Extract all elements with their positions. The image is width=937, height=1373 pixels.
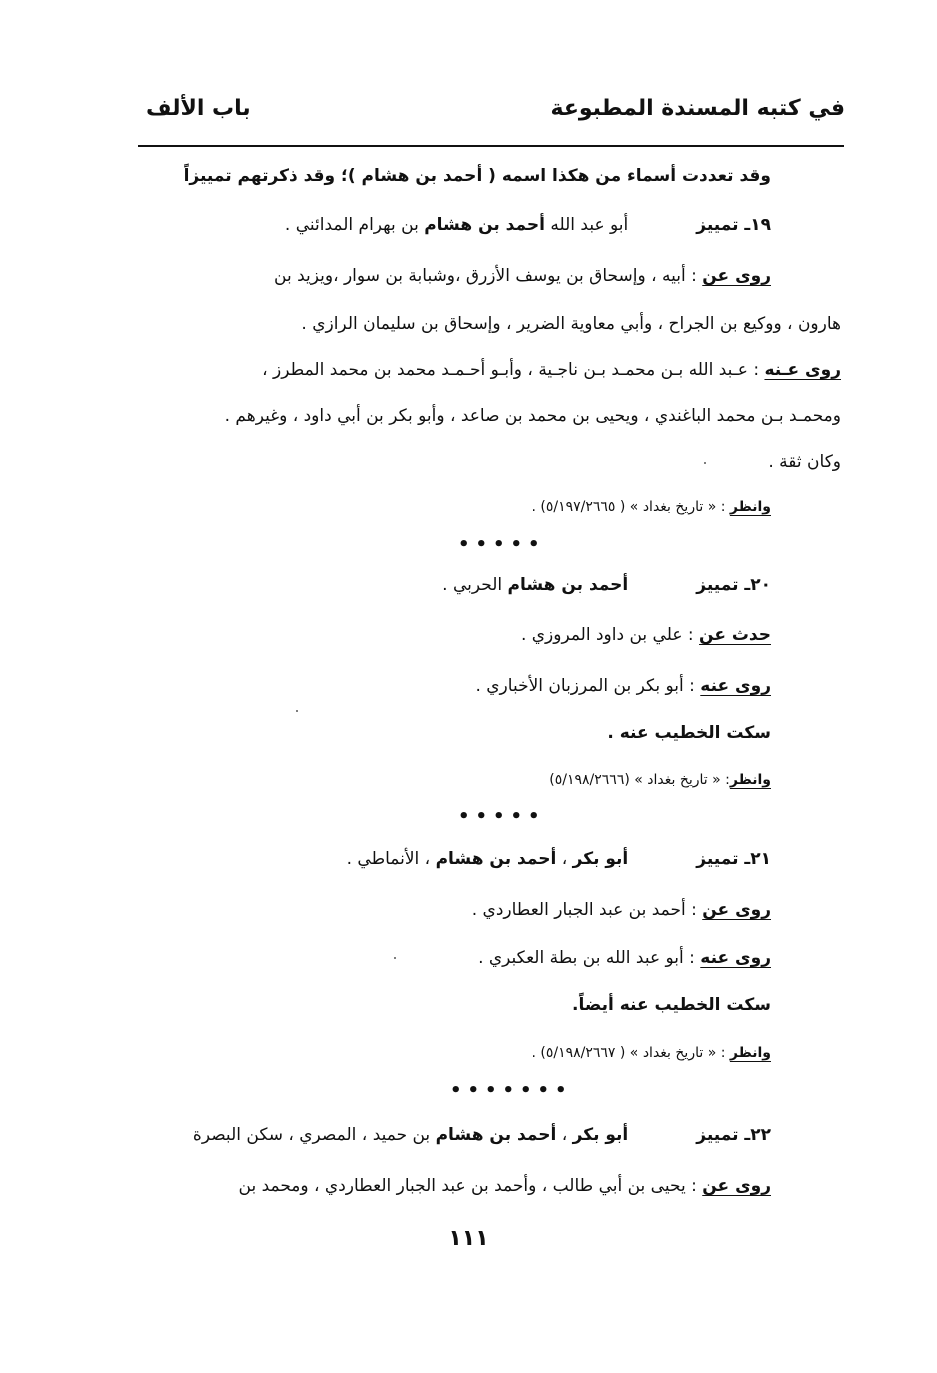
entry-21-note: سكت الخطيب عنه أيضاً.: [572, 995, 771, 1015]
separator: •••••: [458, 806, 546, 827]
book-title: في كتبه المسندة المطبوعة: [550, 96, 845, 121]
page-number: ١١١: [448, 1226, 489, 1251]
entry-title: ١٩ـ تمييز: [696, 215, 771, 235]
header-rule: [138, 145, 844, 147]
entry-19-rawa-anhu-3: وكان ثقة .: [768, 452, 841, 472]
label-rawa-anhu: روى عـنه: [764, 360, 841, 380]
intro-line: وقد تعددت أسماء من هكذا اسمه ( أحمد بن هشام )؛ وقد ذكرتهم تمييزاً: [183, 166, 771, 186]
entry-21-unzur: وانظر : « تاريخ بغداد » ( ٥/١٩٨/٢٦٦٧) .: [531, 1045, 771, 1061]
entry-name: أحمد بن هشام الحربي .: [442, 575, 629, 595]
label-rawa-anhu: روى عنه: [700, 676, 771, 696]
label-unzur: وانظر: [729, 772, 771, 788]
label-unzur: وانظر: [729, 499, 771, 515]
entry-21-heading: [0, 846, 771, 872]
entry-19-rawa-an-1: روى عن : أبيه ، وإسحاق بن يوسف الأزرق ،وشبابة بن سوار ،ويزيد بن: [274, 266, 771, 286]
entry-22-rawa-an: روى عن : يحيى بن أبي طالب ، وأحمد بن عبد الجبار العطاردي ، ومحمد بن: [238, 1176, 771, 1196]
entry-name: أبو عبد الله أحمد بن هشام بن بهرام المدائني .: [284, 215, 629, 235]
label-rawa-an: روى عن: [702, 266, 771, 286]
label-rawa-anhu: روى عنه: [700, 948, 771, 968]
entry-19-unzur: وانظر : « تاريخ بغداد » ( ٥/١٩٧/٢٦٦٥) .: [531, 499, 771, 515]
entry-21-rawa-anhu: روى عنه : أبو عبد الله بن بطة العكبري .: [478, 948, 771, 968]
entry-name: أبو بكر ، أحمد بن هشام بن حميد ، المصري ، سكن البصرة: [192, 1125, 629, 1145]
entry-title: ٢٠ـ تمييز: [696, 575, 771, 595]
entry-19-heading: [0, 212, 771, 238]
entry-19-rawa-an-2: هارون ، ووكيع بن الجراح ، وأبي معاوية الضرير ، وإسحاق بن سليمان الرازي .: [301, 314, 841, 334]
entry-20-note: سكت الخطيب عنه .: [607, 723, 771, 743]
entry-19-rawa-anhu-1: روى عـنه : عـبد الله بـن محمـد بـن ناجـية ، وأبـو أحـمـد محمد بن محمد المطرز ،: [262, 360, 841, 380]
separator: •••••••: [450, 1080, 573, 1101]
label-rawa-an: روى عن: [702, 1176, 771, 1196]
entry-name: أبو بكر ، أحمد بن هشام ، الأنماطي .: [346, 849, 629, 869]
separator: •••••: [458, 534, 546, 555]
entry-20-heading: [0, 572, 771, 598]
entry-20-haddatha: حدث عن : علي بن داود المروزي .: [520, 625, 771, 645]
entry-title: ٢١ـ تمييز: [696, 849, 771, 869]
scan-speck: [394, 957, 396, 959]
entry-19-rawa-anhu-2: ومحمـد بـن محمد الباغندي ، ويحيى بن محمد بن صاعد ، وأبو بكر بن أبي داود ، وغيرهم .: [224, 406, 841, 426]
entry-22-heading: [0, 1122, 771, 1148]
label-unzur: وانظر: [729, 1045, 771, 1061]
scan-speck: [704, 462, 706, 464]
label-haddatha-an: حدث عن: [699, 625, 771, 645]
entry-20-rawa-anhu: روى عنه : أبو بكر بن المرزبان الأخباري .: [475, 676, 771, 696]
entry-21-rawa-an: روى عن : أحمد بن عبد الجبار العطاردي .: [471, 900, 771, 920]
chapter-title: باب الألف: [146, 96, 251, 121]
label-rawa-an: روى عن: [702, 900, 771, 920]
entry-20-unzur: وانظر: « تاريخ بغداد » (٥/١٩٨/٢٦٦٦): [549, 772, 771, 788]
entry-title: ٢٢ـ تمييز: [696, 1125, 771, 1145]
scan-speck: [296, 710, 298, 712]
